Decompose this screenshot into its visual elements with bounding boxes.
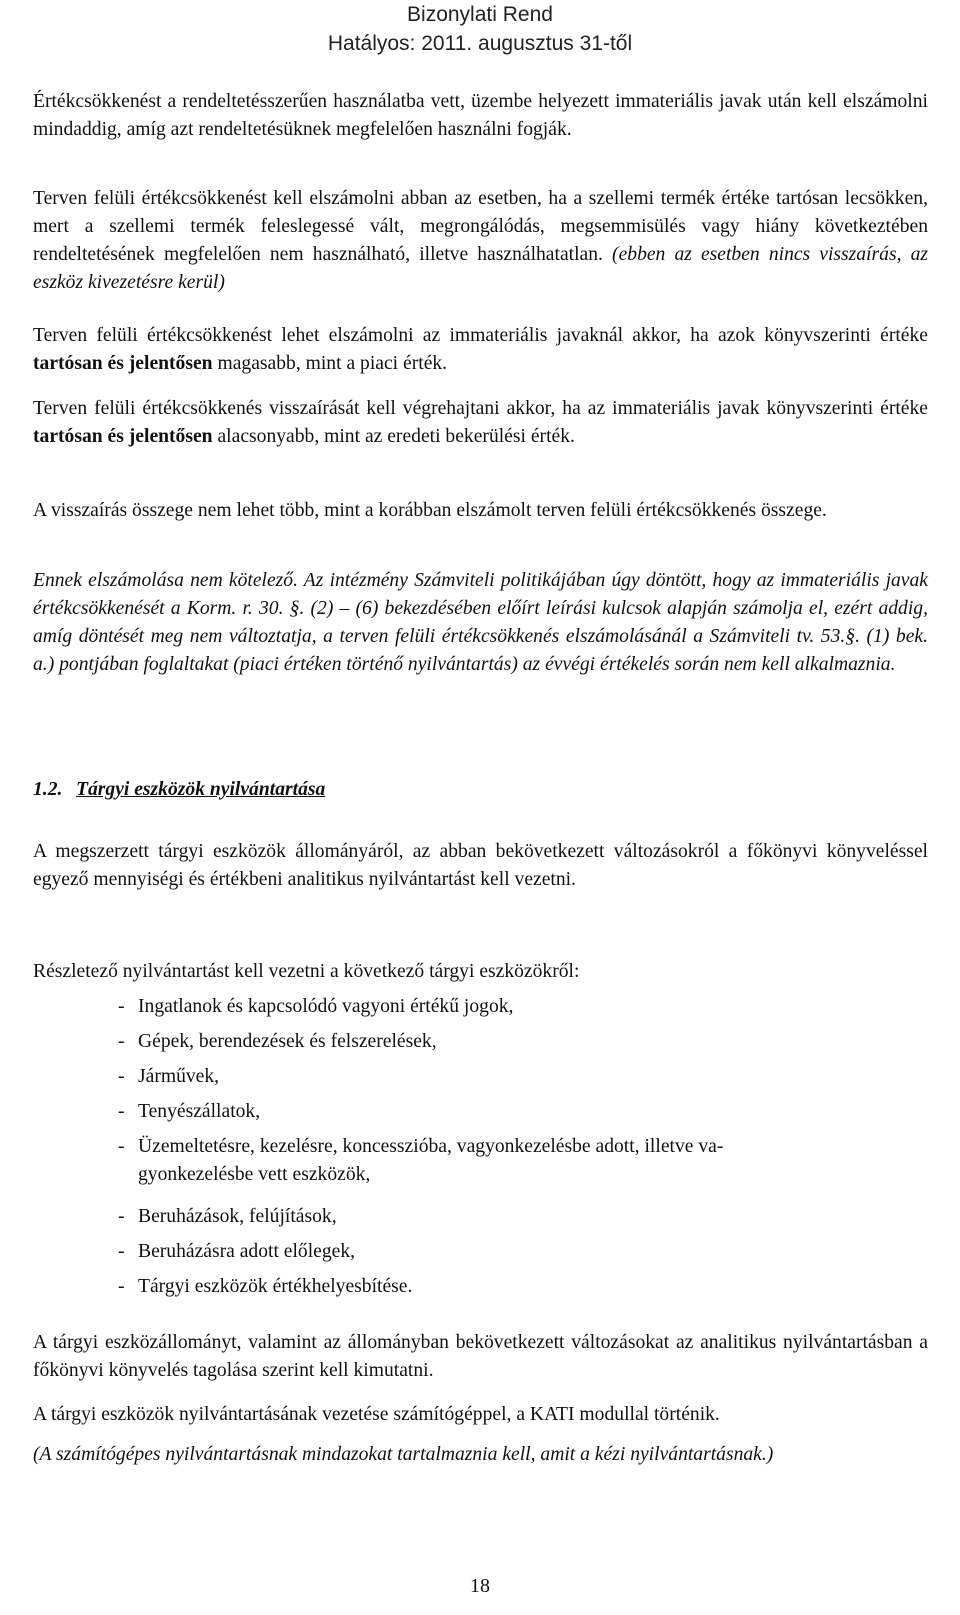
list-item: - Járművek, bbox=[118, 1066, 220, 1087]
paragraph-policy: Ennek elszámolása nem kötelező. Az intézmény Számviteli politikájában úgy döntött, hogy az immateriális javak értékcsökkenését a Korm. r. 30. §. (2) – (6) bekezdésében előírt leírási kulcsok alapján számolja el, ezért addig, amíg döntését meg nem változtatja, a terven felüli értékcsökkenés elszámolásánál a Számviteli tv. 53.§. (1) bek. a.) pontjában foglaltakat (piaci értéken történő nyilvántartás) az évvégi értékelés során nem kell alkalmaznia. bbox=[33, 570, 928, 675]
paragraph-depreciation: Értékcsökkenést a rendeltetésszerűen használatba vett, üzembe helyezett immateriális javak után kell elszámolni mindaddig, amíg azt rendeltetésüknek megfelelően használni fogják. bbox=[33, 91, 928, 140]
paragraph-reversal: Terven felüli értékcsökkenés visszaírását kell végrehajtani akkor, ha az immateriális javak könyvszerinti értéke tartósan és jelentősen alacsonyabb, mint az eredeti bekerülési érték. bbox=[33, 398, 928, 447]
page-number: 18 bbox=[470, 1575, 490, 1597]
header-effective-date: Hatályos: 2011. augusztus 31-től bbox=[327, 32, 633, 55]
paragraph-computer-records: (A számítógépes nyilvántartásnak mindazokat tartalmaznia kell, amit a kézi nyilvántartásnak.) bbox=[33, 1444, 774, 1465]
list-item: - Üzemeltetésre, kezelésre, koncesszióba, vagyonkezelésbe adott, illetve va- gyonkezelésbe vett eszközök, bbox=[118, 1136, 724, 1185]
list-item: - Tenyészállatok, bbox=[118, 1101, 261, 1122]
paragraph-detailed-records: Részletező nyilvántartást kell vezetni a következő tárgyi eszközökről: bbox=[33, 961, 580, 982]
asset-list bbox=[118, 993, 928, 1308]
list-item: - Ingatlanok és kapcsolódó vagyoni értékű jogok, bbox=[118, 996, 514, 1017]
page-header bbox=[0, 0, 960, 58]
section-number: 1.2. bbox=[33, 779, 63, 800]
paragraph-tangible-assets: A megszerzett tárgyi eszközök állományáról, az abban bekövetkezett változásokról a főkönyvi könyveléssel egyező mennyiségi és értékbeni analitikus nyilvántartást kell vezetni. bbox=[33, 841, 928, 890]
header-title: Bizonylati Rend bbox=[407, 3, 553, 26]
list-item: - Beruházások, felújítások, bbox=[118, 1206, 337, 1227]
list-item: - Tárgyi eszközök értékhelyesbítése. bbox=[118, 1276, 413, 1297]
section-title: Tárgyi eszközök nyilvántartása bbox=[76, 779, 326, 800]
paragraph-analytics: A tárgyi eszközállományt, valamint az állományban bekövetkezett változásokat az analitikus nyilvántartásban a főkönyvi könyvelés tagolása szerint kell kimutatni. bbox=[33, 1332, 928, 1381]
paragraph-kati-module: A tárgyi eszközök nyilvántartásának vezetése számítógéppel, a KATI modullal történik. bbox=[33, 1404, 720, 1425]
list-item: - Gépek, berendezések és felszerelések, bbox=[118, 1031, 437, 1052]
paragraph-extraordinary-depreciation: Terven felüli értékcsökkenést kell elszámolni abban az esetben, ha a szellemi termék értéke tartósan lecsökken, mert a szellemi termék feleslegessé vált, megrongálódás, megsemmisülés vagy hiány következtében rendeltetésének megfelelően nem használható, illetve használhatatlan. (ebben az esetben nincs visszaírás, az eszköz kivezetésre kerül) bbox=[33, 188, 929, 293]
list-item: - Beruházásra adott előlegek, bbox=[118, 1241, 356, 1262]
section-heading bbox=[33, 776, 325, 804]
paragraph-reversal-limit: A visszaírás összege nem lehet több, mint a korábban elszámolt terven felüli értékcsökkenés összege. bbox=[33, 500, 827, 521]
paragraph-may-account: Terven felüli értékcsökkenést lehet elszámolni az immateriális javaknál akkor, ha azok könyvszerinti értéke tartósan és jelentősen magasabb, mint a piaci érték. bbox=[33, 325, 928, 374]
